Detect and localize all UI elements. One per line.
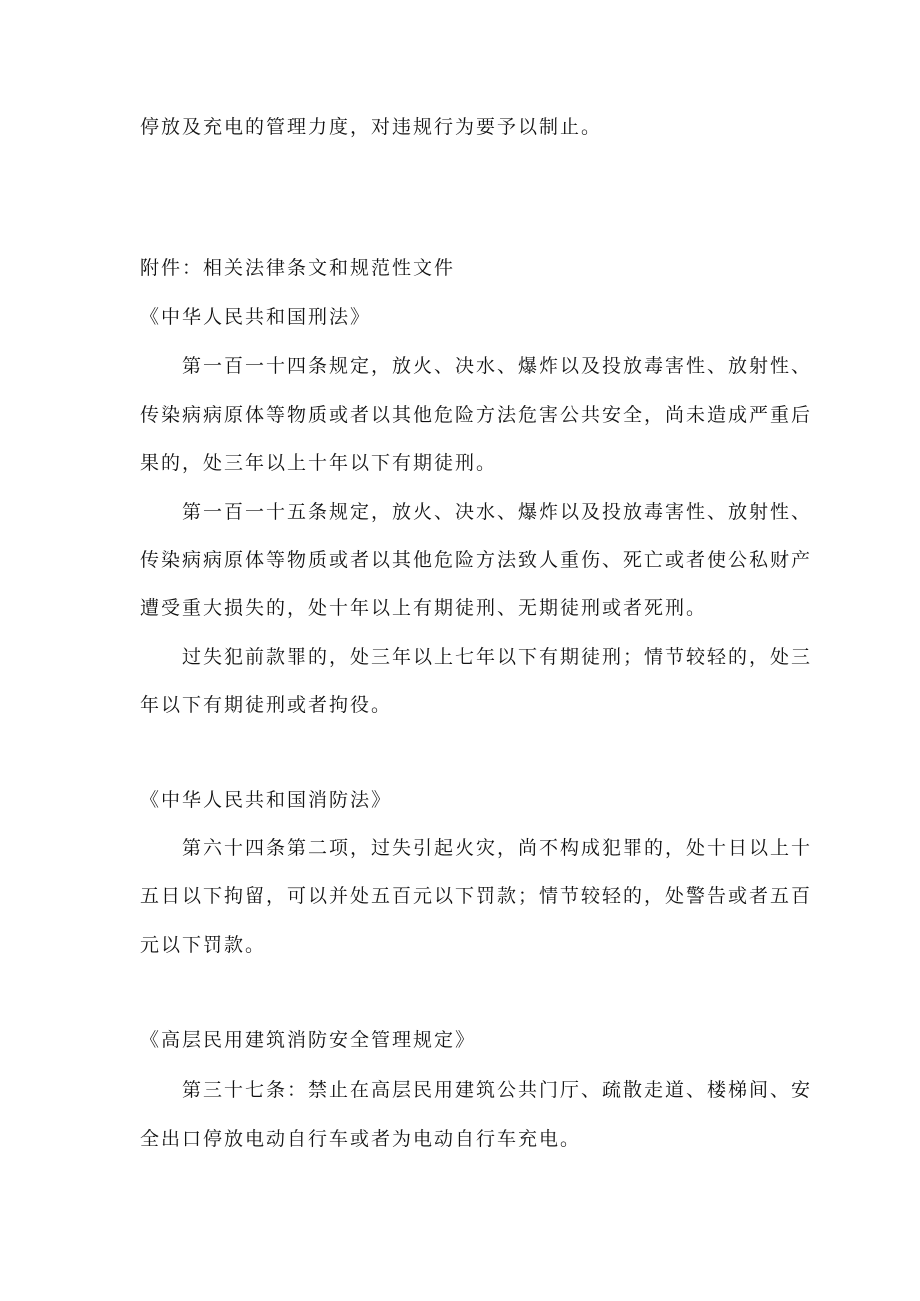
section-title-criminal-law: 《中华人民共和国刑法》 (140, 306, 372, 328)
paragraph-line: 年以下有期徒刑或者拘役。 (140, 694, 393, 716)
paragraph-line: 遭受重大损失的，处十年以上有期徒刑、无期徒刑或者死刑。 (140, 597, 708, 619)
paragraph-line: 元以下罚款。 (140, 934, 267, 956)
paragraph-line: 传染病病原体等物质或者以其他危险方法危害公共安全，尚未造成严重后 (140, 404, 813, 426)
paragraph-line: 第一百一十四条规定，放火、决水、爆炸以及投放毒害性、放射性、 (182, 355, 813, 377)
paragraph-line: 第六十四条第二项，过失引起火灾，尚不构成犯罪的，处十日以上十 (182, 837, 813, 859)
paragraph-line: 过失犯前款罪的，处三年以上七年以下有期徒刑；情节较轻的，处三 (182, 646, 813, 668)
paragraph-line: 全出口停放电动自行车或者为电动自行车充电。 (140, 1128, 582, 1150)
paragraph-line: 五日以下拘留，可以并处五百元以下罚款；情节较轻的，处警告或者五百 (140, 885, 813, 907)
paragraph-line: 果的，处三年以上十年以下有期徒刑。 (140, 452, 498, 474)
paragraph-line: 传染病病原体等物质或者以其他危险方法致人重伤、死亡或者使公私财产 (140, 549, 813, 571)
paragraph-line: 第三十七条：禁止在高层民用建筑公共门厅、疏散走道、楼梯间、安 (182, 1079, 813, 1101)
section-title-fire-law: 《中华人民共和国消防法》 (140, 789, 393, 811)
paragraph-line: 第一百一十五条规定，放火、决水、爆炸以及投放毒害性、放射性、 (182, 501, 813, 523)
section-title-high-rise-regulation: 《高层民用建筑消防安全管理规定》 (140, 1029, 477, 1051)
intro-line: 停放及充电的管理力度，对违规行为要予以制止。 (140, 116, 603, 138)
attachment-heading: 附件：相关法律条文和规范性文件 (140, 257, 456, 279)
